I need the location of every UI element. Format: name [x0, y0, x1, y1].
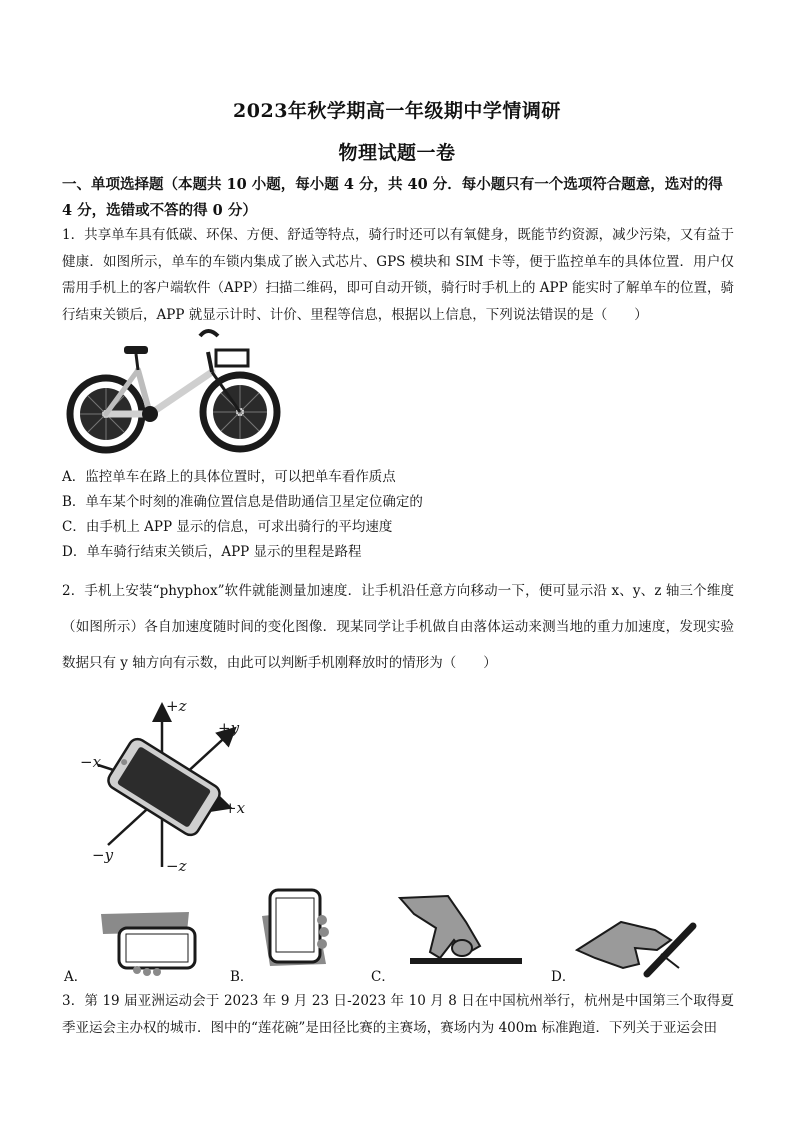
page-title: 2023年秋学期高一年级期中学情调研	[233, 100, 561, 122]
axis-label-ny: −y	[92, 846, 114, 864]
question-1-option-c: C．由手机上 APP 显示的信息，可求出骑行的平均速度	[62, 519, 393, 535]
option-c-figure	[396, 892, 528, 976]
question-1-text: 1．共享单车具有低碳、环保、方便、舒适等特点，骑行时还可以有氧健身，既能节约资源，减少污染，又有益于健康．如图所示，单车的车锁内集成了嵌入式芯片、GPS 模块和 SIM 卡等，便于监控单车的具体位置．用户仅需用手机上的客户端软件（APP）扫描二维码，即可自动开锁，骑行时手机上的 APP 能实时了解单车的位置，骑行结束关锁后，APP 就显示计时、计价、里程等信息，根据以上信息，下列说法错误的是（ ）	[62, 227, 734, 323]
bicycle-figure	[62, 322, 286, 454]
axis-label-pz: +z	[166, 697, 187, 715]
axis-label-nz: −z	[166, 857, 187, 875]
option-a-figure	[97, 910, 207, 976]
question-1-option-a: A．监控单车在路上的具体位置时，可以把单车看作质点	[62, 469, 396, 485]
question-1-option-d: D．单车骑行结束关锁后，APP 显示的里程是路程	[62, 544, 362, 560]
question-2-text: 2．手机上安装“phyphox”软件就能测量加速度．让手机沿任意方向移动一下，便可显示沿 x、y、z 轴三个维度（如图所示）各自加速度随时间的变化图像．现某同学让手机做自由落体运动来测当地的重力加速度，发现实验数据只有 y 轴方向有示数，由此可以判断手机刚释放时的情形为（ ）	[62, 583, 734, 671]
axis-label-py: +y	[218, 719, 240, 737]
phone-icon	[105, 736, 223, 839]
axis-label-nx: −x	[80, 753, 102, 771]
question-2-option-a-label: A．	[64, 969, 88, 985]
question-1-option-b: B．单车某个时刻的准确位置信息是借助通信卫星定位确定的	[62, 494, 423, 510]
option-d-figure	[575, 910, 699, 982]
page-subtitle: 物理试题一卷	[338, 142, 456, 164]
axis-label-px: +x	[224, 799, 246, 817]
question-2-option-d-label: D．	[551, 969, 576, 985]
question-2-option-b-label: B．	[230, 969, 254, 985]
question-2-option-c-label: C．	[371, 969, 395, 985]
question-3-text: 3．第 19 届亚洲运动会于 2023 年 9 月 23 日-2023 年 10 月 8 日在中国杭州举行，杭州是中国第三个取得夏季亚运会主办权的城市．图中的“莲花碗”是田径比赛的主赛场，赛场内为 400m 标准跑道．下列关于亚运会田	[62, 993, 734, 1036]
phone-axes-figure	[78, 695, 263, 880]
section-heading: 一、单项选择题（本题共 10 小题，每小题 4 分，共 40 分．每小题只有一个选项符合题意，选对的得 4 分，选错或不答的得 0 分）	[62, 176, 723, 219]
option-b-figure	[256, 886, 346, 968]
